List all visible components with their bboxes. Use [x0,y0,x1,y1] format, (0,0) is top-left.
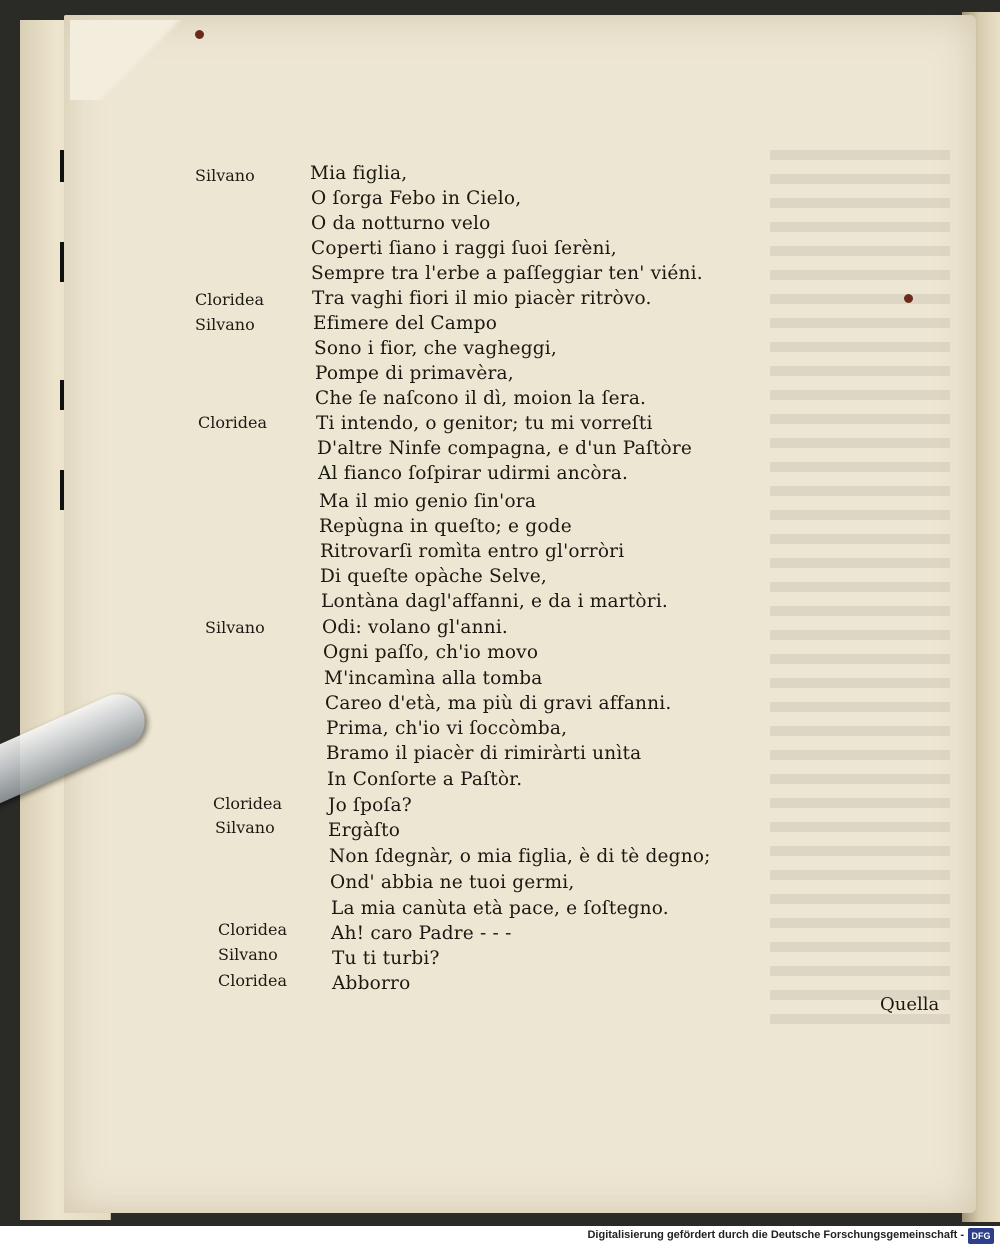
verse-line: Bramo il piacèr di rimiràrti unìta [326,743,642,764]
funding-notice: Digitalisierung gefördert durch die Deutsche Forschungsgemeinschaft - [587,1229,964,1241]
verse-line: O ſorga Febo in Cielo, [311,188,522,209]
speaker-name: Silvano [215,818,275,837]
verse-line: Repùgna in queſto; e gode [319,516,572,537]
verse-line: Che ſe naſcono il dì, moion la ſera. [315,388,647,409]
speaker-name: Cloridea [213,794,283,813]
verse-line: Sempre tra l'erbe a paſſeggiar ten' viéni. [311,263,703,284]
verse-line: Careo d'età, ma più di gravi affanni. [325,693,672,714]
dfg-logo-icon: DFG [968,1228,994,1244]
verse-line: Al fianco ſoſpirar udirmi ancòra. [318,463,629,484]
verse-line: Sono i fior, che vagheggi, [314,338,557,359]
speaker-name: Cloridea [198,413,268,432]
verse-line: Tra vaghi fiori il mio piacèr ritròvo. [312,288,652,309]
margin-mark [60,150,64,182]
margin-mark [60,470,64,510]
verse-line: Abborro [332,973,411,994]
verse-line: Ogni paſſo, ch'io movo [323,642,539,663]
verse-line: Tu ti turbi? [332,948,440,969]
page-fold [70,20,210,100]
verse-line: M'incamìna alla tomba [324,668,543,689]
verse-line: Pompe di primavèra, [315,363,514,384]
speaker-name: Silvano [195,315,255,334]
verse-line: Di queſte opàche Selve, [320,566,547,587]
speaker-name: Cloridea [218,920,288,939]
verse-line: D'altre Ninfe compagna, e d'un Paſtòre [317,438,693,459]
speaker-name: Cloridea [195,290,265,309]
verse-line: Ah! caro Padre - - - [331,923,512,944]
ink-spot [195,30,204,39]
verse-line: O da notturno velo [311,213,491,234]
verse-line: Ma il mio genio ſin'ora [319,491,537,512]
verse-line: Ergàſto [328,820,401,841]
verse-line: Non ſdegnàr, o mia figlia, è di tè degno; [329,846,711,867]
ink-spot [904,294,913,303]
verse-line: In Conſorte a Paſtòr. [327,769,523,790]
verse-line: Ritrovarſi romìta entro gl'orròri [320,541,625,562]
verse-line: Mia figlia, [310,163,408,184]
verse-line: Odi: volano gl'anni. [322,617,509,638]
verse-line: Ti intendo, o genitor; tu mi vorreſti [316,413,653,434]
speaker-name: Silvano [205,618,265,637]
verse-line: Lontàna dagl'affanni, e da i martòri. [321,591,669,612]
verse-line: Prima, ch'io vi ſoccòmba, [326,718,568,739]
speaker-name: Cloridea [218,971,288,990]
margin-mark [60,380,64,410]
speaker-name: Silvano [195,166,255,185]
verse-line: Ond' abbia ne tuoi germi, [330,872,575,893]
verse-line: Coperti ſiano i raggi ſuoi ſerèni, [311,238,617,259]
margin-mark [60,242,64,282]
footer-bar [0,1226,1000,1247]
verse-line: La mia canùta età pace, e ſoſtegno. [331,898,669,919]
catchword: Quella [880,994,940,1015]
show-through [770,150,950,1030]
verse-line: Efimere del Campo [313,313,498,334]
speaker-name: Silvano [218,945,278,964]
verse-line: Jo ſpoſa? [328,795,412,816]
